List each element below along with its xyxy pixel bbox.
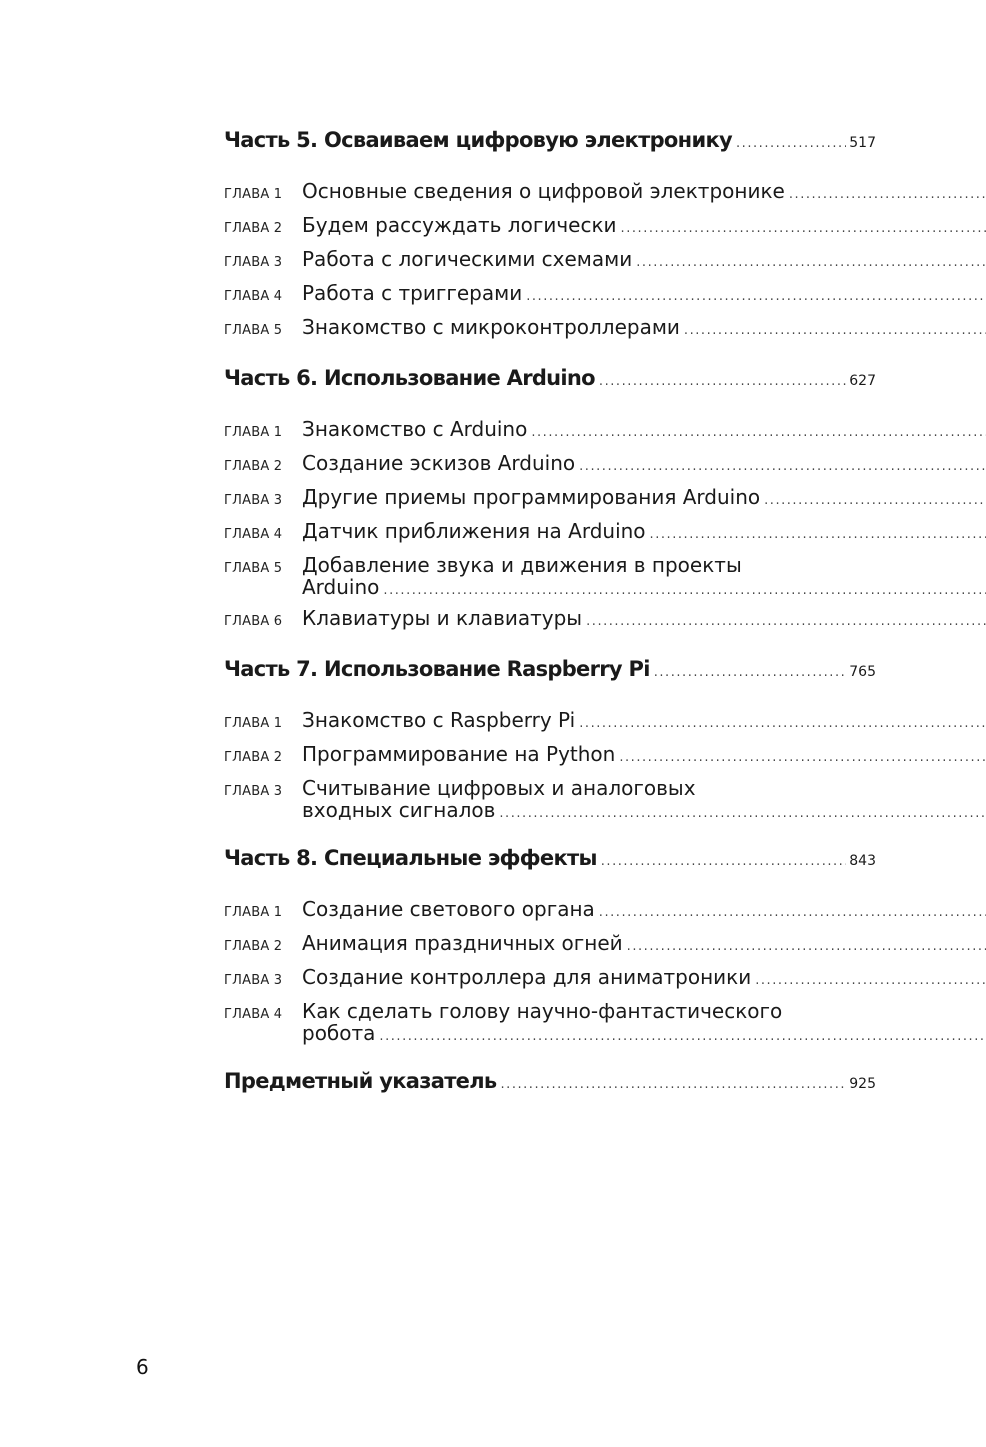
chapter-title: Клавиатуры и клавиатуры (302, 606, 583, 630)
chapter-label: ГЛАВА 3 (224, 784, 283, 799)
toc-chapter[interactable] (224, 414, 876, 448)
toc-chapter[interactable] (224, 550, 876, 603)
toc-part-8[interactable] (224, 846, 876, 880)
toc-chapter[interactable] (224, 482, 876, 516)
toc-chapter[interactable] (224, 278, 876, 312)
dot-leader (599, 897, 986, 928)
part-6-chapters (224, 414, 876, 637)
chapter-title: Знакомство с Arduino (302, 417, 528, 441)
toc-chapter[interactable] (224, 894, 876, 928)
dot-leader (684, 315, 986, 346)
chapter-label: ГЛАВА 1 (224, 425, 283, 440)
toc-chapter[interactable] (224, 705, 876, 739)
chapter-label: ГЛАВА 4 (224, 289, 283, 304)
part-title: Часть 7. Использование Raspberry Pi (224, 657, 650, 681)
dot-leader (601, 854, 847, 869)
dot-leader (621, 213, 986, 244)
toc-chapter[interactable] (224, 739, 876, 773)
chapter-label: ГЛАВА 2 (224, 221, 283, 236)
chapter-title: Знакомство с Raspberry Pi (302, 708, 576, 732)
toc-chapter[interactable] (224, 448, 876, 482)
dot-leader (789, 179, 986, 210)
index-page: 925 (849, 1076, 876, 1092)
dot-leader (586, 606, 986, 637)
toc-part-7[interactable] (224, 657, 876, 691)
dot-leader (500, 1077, 846, 1092)
chapter-label: ГЛАВА 2 (224, 750, 283, 765)
table-of-contents (224, 128, 876, 1103)
chapter-title-line1: Как сделать голову научно-фантастического (302, 999, 783, 1023)
dot-leader (531, 417, 986, 448)
toc-chapter[interactable] (224, 928, 876, 962)
chapter-label: ГЛАВА 1 (224, 716, 283, 731)
toc-chapter[interactable] (224, 996, 876, 1049)
chapter-title-line2: входных сигналов (302, 798, 496, 822)
chapter-title-line2: Arduino (302, 575, 380, 599)
chapter-title: Датчик приближения на Arduino (302, 519, 646, 543)
toc-chapter[interactable] (224, 603, 876, 637)
toc-part-5[interactable] (224, 128, 876, 162)
chapter-title-line1: Считывание цифровых и аналоговых (302, 776, 696, 800)
chapter-label: ГЛАВА 3 (224, 493, 283, 508)
chapter-title: Знакомство с микроконтроллерами (302, 315, 680, 339)
toc-index[interactable] (224, 1069, 876, 1103)
dot-leader (526, 281, 986, 312)
chapter-label: ГЛАВА 5 (224, 561, 283, 576)
dot-leader (383, 579, 986, 603)
dot-leader (499, 802, 986, 826)
page-number: 6 (136, 1355, 149, 1379)
dot-leader (379, 1025, 986, 1049)
part-title: Часть 8. Специальные эффекты (224, 846, 597, 870)
chapter-label: ГЛАВА 3 (224, 973, 283, 988)
dot-leader (579, 451, 986, 482)
part-page: 765 (849, 664, 876, 680)
chapter-title: Программирование на Python (302, 742, 616, 766)
chapter-title: Анимация праздничных огней (302, 931, 623, 955)
chapter-label: ГЛАВА 5 (224, 323, 283, 338)
part-8-chapters (224, 894, 876, 1049)
chapter-title-line2: робота (302, 1021, 376, 1045)
dot-leader (599, 374, 846, 389)
chapter-label: ГЛАВА 6 (224, 614, 283, 629)
part-page: 517 (849, 135, 876, 151)
chapter-label: ГЛАВА 1 (224, 905, 283, 920)
toc-part-6[interactable] (224, 366, 876, 400)
chapter-title: Работа с триггерами (302, 281, 523, 305)
toc-chapter[interactable] (224, 210, 876, 244)
chapter-title: Основные сведения о цифровой электронике (302, 179, 785, 203)
dot-leader (755, 965, 986, 996)
chapter-label: ГЛАВА 3 (224, 255, 283, 270)
toc-chapter[interactable] (224, 244, 876, 278)
toc-chapter[interactable] (224, 516, 876, 550)
part-title: Часть 5. Осваиваем цифровую электронику (224, 128, 733, 152)
chapter-title: Создание эскизов Arduino (302, 451, 576, 475)
chapter-title-line1: Добавление звука и движения в проекты (302, 553, 742, 577)
dot-leader (650, 519, 986, 550)
chapter-title: Другие приемы программирования Arduino (302, 485, 761, 509)
chapter-title: Будем рассуждать логически (302, 213, 617, 237)
chapter-label: ГЛАВА 1 (224, 187, 283, 202)
chapter-label: ГЛАВА 4 (224, 527, 283, 542)
chapter-title: Создание контроллера для аниматроники (302, 965, 752, 989)
dot-leader (654, 665, 847, 680)
toc-chapter[interactable] (224, 176, 876, 210)
toc-chapter[interactable] (224, 773, 876, 826)
dot-leader (636, 247, 986, 278)
index-title: Предметный указатель (224, 1069, 497, 1093)
chapter-label: ГЛАВА 2 (224, 939, 283, 954)
chapter-title: Работа с логическими схемами (302, 247, 633, 271)
dot-leader (619, 742, 986, 773)
part-page: 843 (849, 853, 876, 869)
toc-chapter[interactable] (224, 312, 876, 346)
part-title: Часть 6. Использование Arduino (224, 366, 595, 390)
dot-leader (627, 931, 986, 962)
dot-leader (736, 136, 846, 151)
dot-leader (579, 708, 986, 739)
dot-leader (764, 485, 986, 516)
part-7-chapters (224, 705, 876, 826)
chapter-title: Создание светового органа (302, 897, 595, 921)
chapter-label: ГЛАВА 4 (224, 1007, 283, 1022)
part-page: 627 (849, 373, 876, 389)
part-5-chapters (224, 176, 876, 346)
chapter-label: ГЛАВА 2 (224, 459, 283, 474)
toc-chapter[interactable] (224, 962, 876, 996)
